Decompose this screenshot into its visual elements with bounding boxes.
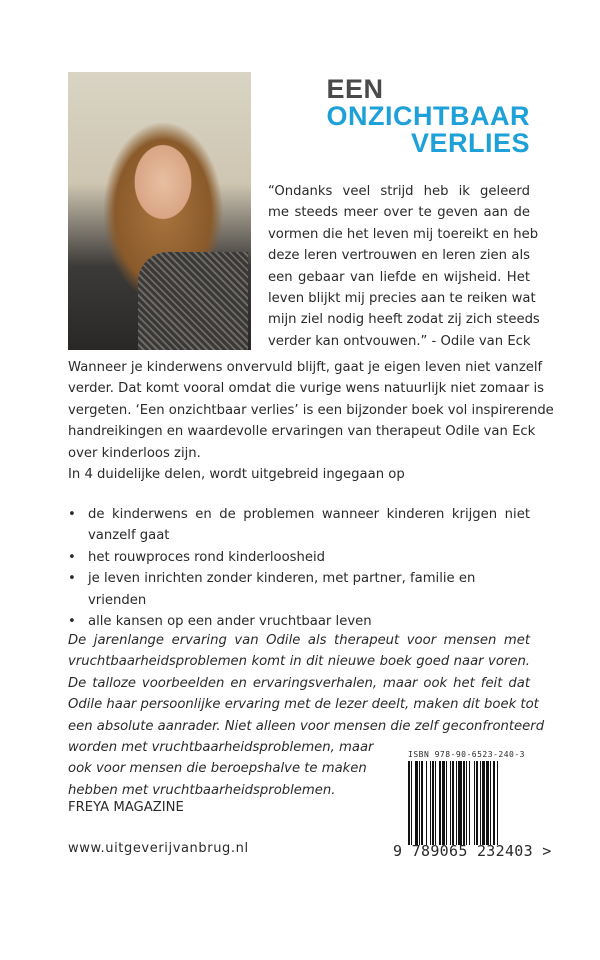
author-quote bbox=[268, 181, 540, 352]
review-line: Odile haar persoonlijke ervaring met de lezer deelt, maken dit boek tot bbox=[68, 697, 539, 713]
review-line: een absolute aanrader. Niet alleen voor mensen die zelf geconfronteerd bbox=[68, 718, 545, 734]
title-line-3: VERLIES bbox=[410, 128, 530, 158]
quote-line: verder kan ontvouwen.” - Odile van Eck bbox=[268, 333, 531, 349]
review-line: worden met vruchtbaarheidsproblemen, maar bbox=[68, 740, 374, 756]
quote-line: deze leren vertrouwen en leren zien als bbox=[268, 248, 530, 264]
barcode bbox=[408, 761, 528, 845]
body-line: verder. Dat komt vooral omdat die vurige wens natuurlijk niet zomaar is bbox=[68, 381, 545, 397]
isbn-label: ISBN 978-90-6523-240-3 bbox=[408, 750, 525, 759]
review-line: vruchtbaarheidsproblemen komt in dit nieuwe boek goed naar voren. bbox=[68, 654, 530, 670]
bullet-icon: • bbox=[68, 549, 76, 565]
scarf bbox=[138, 252, 248, 350]
review-line: De talloze voorbeelden en ervaringsverhalen, maar ook het feit dat bbox=[68, 675, 530, 691]
publisher-url[interactable]: www.uitgeverijvanbrug.nl bbox=[68, 841, 249, 856]
list-item-text: het rouwproces rond kinderloosheid bbox=[88, 549, 326, 565]
author-photo bbox=[68, 72, 251, 350]
list-item-text: de kinderwens en de problemen wanneer kinderen krijgen niet bbox=[88, 507, 530, 522]
body-line: vergeten. ‘Een onzichtbaar verlies’ is een bijzonder boek vol inspirerende bbox=[68, 402, 554, 418]
list-item-text: alle kansen op een ander vruchtbaar leven bbox=[88, 614, 372, 630]
review-source: FREYA MAGAZINE bbox=[68, 800, 184, 815]
bullet-list bbox=[68, 504, 530, 632]
title-line-2: ONZICHTBAAR bbox=[326, 101, 530, 131]
review-line: ook voor mensen die beroepshalve te maken bbox=[68, 761, 367, 777]
quote-line: “Ondanks veel strijd heb ik geleerd bbox=[268, 184, 530, 199]
list-item bbox=[68, 504, 530, 547]
list-item-text: je leven inrichten zonder kinderen, met partner, familie en vrienden bbox=[88, 571, 476, 608]
list-item bbox=[68, 568, 530, 611]
quote-line: me steeds meer over te geven aan de bbox=[268, 205, 530, 221]
book-title bbox=[327, 76, 530, 157]
body-line: handreikingen en waardevolle ervaringen van therapeut Odile van Eck bbox=[68, 424, 536, 440]
quote-line: leven blijkt mij precies aan te reiken wat bbox=[268, 291, 536, 307]
body-line: Wanneer je kinderwens onvervuld blijft, gaat je eigen leven niet vanzelf bbox=[68, 360, 543, 375]
review-line: hebben met vruchtbaarheidsproblemen. bbox=[68, 782, 336, 798]
review-line: De jarenlange ervaring van Odile als therapeut voor mensen met bbox=[68, 633, 530, 648]
list-item-text: vanzelf gaat bbox=[88, 528, 170, 544]
quote-line: mijn ziel nodig heeft zodat zij zich steeds bbox=[268, 312, 540, 328]
description bbox=[68, 357, 554, 485]
body-line: over kinderloos zijn. bbox=[68, 445, 201, 461]
bullet-icon: • bbox=[68, 507, 76, 522]
bullet-icon: • bbox=[68, 614, 76, 630]
barcode-bar bbox=[498, 761, 499, 845]
list-item bbox=[68, 547, 530, 568]
quote-line: een gebaar van liefde en wijsheid. Het bbox=[268, 269, 530, 285]
bullet-icon: • bbox=[68, 571, 76, 587]
quote-line: vormen die het leven mij toereikt en heb bbox=[268, 226, 539, 242]
barcode-digits: 9 789065 232403 > bbox=[393, 842, 552, 860]
title-line-1: EEN bbox=[326, 74, 384, 104]
body-line: In 4 duidelijke delen, wordt uitgebreid ingegaan op bbox=[68, 467, 405, 483]
